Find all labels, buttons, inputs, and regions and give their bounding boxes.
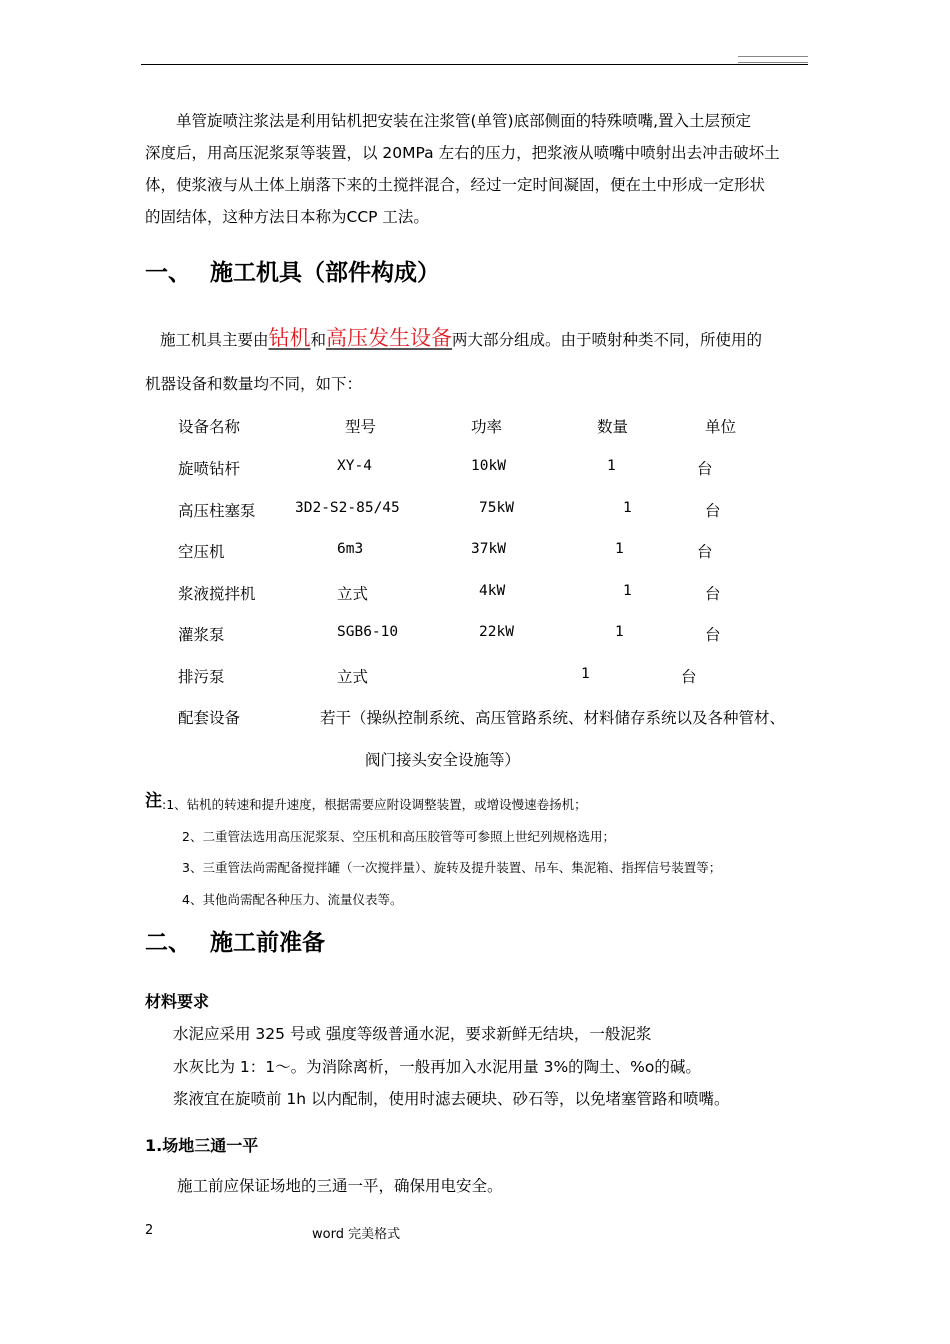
note-label: 注 (145, 791, 162, 811)
row5-model: SGB6-10 (337, 624, 399, 640)
row6-model: 立式 (337, 668, 369, 686)
para-mid: 和 (310, 331, 327, 349)
row1-model: XY-4 (337, 458, 372, 474)
row3-model: 6m3 (337, 541, 364, 557)
section2-number: 二、 (145, 930, 191, 956)
support-line2: 阀门接头安全设施等） (365, 751, 521, 769)
row5-qty: 1 (615, 624, 624, 640)
section1-title: 施工机具（部件构成） (210, 260, 440, 286)
materials-line-3: 浆液宜在旋喷前 1h 以内配制，使用时滤去硬块、砂石等，以免堵塞管路和喷嘴。 (173, 1090, 730, 1108)
row5-power: 22kW (479, 624, 514, 640)
header-model: 型号 (345, 418, 377, 436)
row1-qty: 1 (607, 458, 616, 474)
header-rule (141, 64, 808, 65)
materials-line-1: 水泥应采用 325 号或 强度等级普通水泥，要求新鲜无结块，一般泥浆 (173, 1025, 652, 1043)
note-2: 2、二重管法选用高压泥浆泵、空压机和高压胶管等可参照上世纪列规格选用； (182, 829, 615, 844)
para-prefix: 施工机具主要由 (160, 331, 269, 349)
header-mark (738, 56, 808, 63)
row6-name: 排污泵 (178, 668, 225, 686)
highlight-drill: 钻机 (268, 326, 311, 350)
support-label: 配套设备 (178, 709, 241, 727)
header-name: 设备名称 (178, 418, 241, 436)
section1-paragraph-line2: 机器设备和数量均不同，如下： (145, 375, 363, 393)
section1-paragraph (160, 318, 762, 360)
header-unit: 单位 (705, 418, 737, 436)
row2-qty: 1 (623, 500, 632, 516)
intro-line-4: 的固结体，这种方法日本称为CCP 工法。 (145, 208, 429, 226)
intro-line-1: 单管旋喷注浆法是利用钻机把安装在注浆管(单管)底部侧面的特殊喷嘴,置入土层预定 (176, 112, 752, 130)
intro-line-3: 体，使浆液与从土体上崩落下来的土搅拌混合，经过一定时间凝固，便在土中形成一定形状 (145, 176, 766, 194)
row2-power: 75kW (479, 500, 514, 516)
row2-model: 3D2-S2-85/45 (295, 500, 400, 516)
row2-name: 高压柱塞泵 (178, 502, 256, 520)
note-3: 3、三重管法尚需配备搅拌罐（一次搅拌量）、旋转及提升装置、吊车、集泥箱、指挥信号装置等； (182, 860, 722, 875)
page-number: 2 (145, 1223, 154, 1238)
row3-power: 37kW (471, 541, 506, 557)
row4-model: 立式 (337, 585, 369, 603)
row1-name: 旋喷钻杆 (178, 460, 241, 478)
row3-qty: 1 (615, 541, 624, 557)
row5-name: 灌浆泵 (178, 626, 225, 644)
note-4: 4、其他尚需配各种压力、流量仪表等。 (182, 892, 403, 907)
materials-line-2: 水灰比为 1：1～。为消除离析，一般再加入水泥用量 3%的陶土、%o的碱。 (173, 1058, 701, 1076)
section2-title: 施工前准备 (210, 930, 325, 956)
row3-name: 空压机 (178, 543, 225, 561)
row1-power: 10kW (471, 458, 506, 474)
header-qty: 数量 (597, 418, 629, 436)
header-power: 功率 (471, 418, 503, 436)
row3-unit: 台 (697, 543, 713, 561)
row4-unit: 台 (705, 585, 721, 603)
highlight-high-pressure: 高压发生设备 (326, 326, 453, 350)
row1-unit: 台 (697, 460, 713, 478)
row5-unit: 台 (705, 626, 721, 644)
row4-power: 4kW (479, 583, 506, 599)
subheading-site: 1.场地三通一平 (145, 1136, 259, 1155)
row2-unit: 台 (705, 502, 721, 520)
row6-qty: 1 (581, 666, 590, 682)
para-suffix: 两大部分组成。由于喷射种类不同，所使用的 (452, 331, 763, 349)
note-1: :1、钻机的转速和提升速度，根据需要应附设调整装置，或增设慢速卷扬机； (162, 797, 587, 812)
subheading-materials: 材料要求 (145, 992, 210, 1011)
intro-line-2: 深度后，用高压泥浆泵等装置，以 20MPa 左右的压力，把浆液从喷嘴中喷射出去冲击破坏土 (145, 144, 780, 162)
support-line1: 若干（操纵控制系统、高压管路系统、材料储存系统以及各种管材、 (320, 709, 786, 727)
row6-unit: 台 (681, 668, 697, 686)
row4-qty: 1 (623, 583, 632, 599)
section1-number: 一、 (145, 260, 191, 286)
footer-text: word 完美格式 (312, 1227, 401, 1242)
site-line: 施工前应保证场地的三通一平，确保用电安全。 (177, 1177, 503, 1195)
row4-name: 浆液搅拌机 (178, 585, 256, 603)
